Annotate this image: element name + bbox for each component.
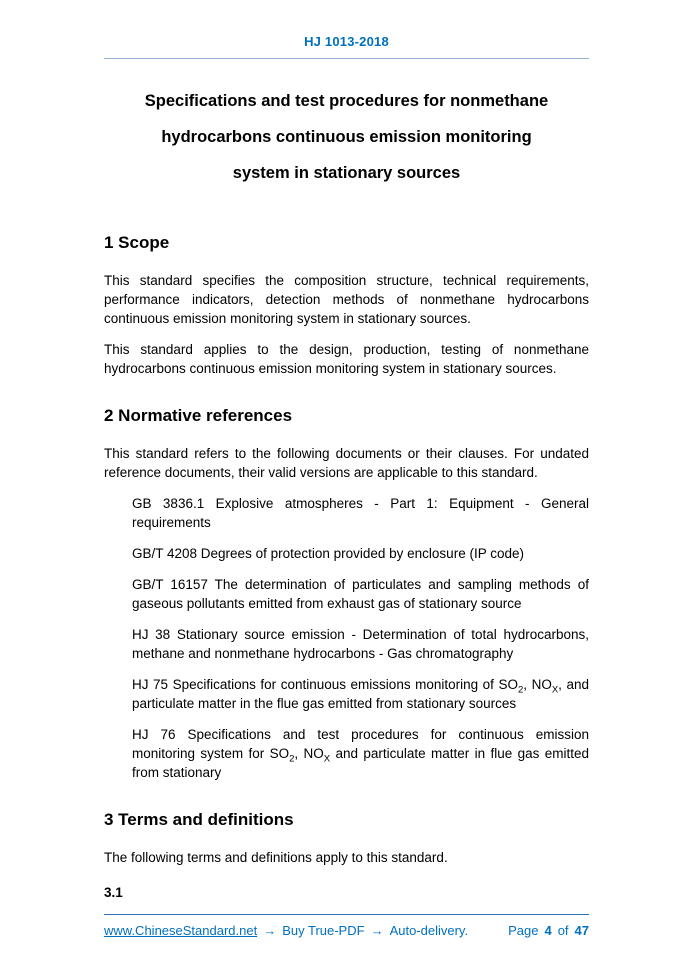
normative-intro-paragraph: This standard refers to the following documents or their clauses. For undated reference documents, their valid versions are applicable to this standard. bbox=[104, 446, 589, 480]
of-label: of bbox=[557, 923, 569, 938]
section-1-heading: 1 Scope bbox=[104, 233, 170, 252]
page-header bbox=[104, 34, 589, 59]
document-title bbox=[104, 83, 589, 191]
header-divider bbox=[104, 58, 589, 59]
reference-text-part: and particulate matter in flue gas emitted from stationary bbox=[132, 746, 589, 780]
auto-delivery-label: Auto-delivery. bbox=[389, 923, 469, 938]
page-number: 4 bbox=[544, 923, 552, 938]
terms-intro-paragraph: The following terms and definitions apply to this standard. bbox=[104, 850, 448, 865]
chinesestandard-link[interactable]: www.ChineseStandard.net bbox=[104, 923, 258, 938]
subscript: 2 bbox=[517, 684, 524, 696]
scope-paragraph-1: This standard specifies the composition structure, technical requirements, performance indicators, detection methods of nonmethane hydrocarbons continuous emission monitoring system in stationary sources. bbox=[104, 273, 589, 326]
buy-true-pdf-label: Buy True-PDF bbox=[282, 923, 365, 938]
subscript: 2 bbox=[289, 753, 295, 765]
page-label: Page bbox=[508, 923, 539, 938]
subscript: X bbox=[551, 684, 559, 696]
reference-item: GB/T 16157 The determination of particulates and sampling methods of gaseous pollutants emitted from exhaust gas of stationary source bbox=[132, 577, 589, 611]
title-line: hydrocarbons continuous emission monitoring bbox=[161, 128, 532, 146]
title-line: Specifications and test procedures for nonmethane bbox=[144, 92, 549, 110]
arrow-icon: → bbox=[263, 923, 277, 938]
reference-item bbox=[132, 725, 589, 782]
footer-divider bbox=[104, 914, 589, 915]
standard-code: HJ 1013-2018 bbox=[304, 34, 389, 49]
subscript: X bbox=[323, 753, 331, 765]
reference-item: GB/T 4208 Degrees of protection provided by enclosure (IP code) bbox=[132, 546, 524, 561]
reference-text-part: , NO bbox=[523, 677, 552, 692]
page-total: 47 bbox=[574, 923, 589, 938]
reference-text-part: , NO bbox=[294, 746, 324, 761]
arrow-icon: → bbox=[370, 923, 384, 938]
reference-text-part: , and particulate matter in the flue gas emitted from stationary sources bbox=[132, 677, 589, 711]
section-3-heading: 3 Terms and definitions bbox=[104, 810, 294, 829]
reference-item bbox=[132, 675, 589, 713]
reference-text-part: HJ 76 Specifications and test procedures for continuous emission monitoring system for SO bbox=[132, 727, 589, 761]
reference-text-part: HJ 75 Specifications for continuous emissions monitoring of SO bbox=[132, 677, 518, 692]
page-footer bbox=[104, 914, 589, 938]
reference-item: HJ 38 Stationary source emission - Determination of total hydrocarbons, methane and nonmethane hydrocarbons - Gas chromatography bbox=[132, 627, 589, 661]
footer-left-group bbox=[104, 923, 468, 938]
page-indicator bbox=[508, 923, 589, 938]
footer-row bbox=[104, 923, 589, 938]
subsection-number: 3.1 bbox=[104, 885, 123, 900]
scope-paragraph-2: This standard applies to the design, production, testing of nonmethane hydrocarbons continuous emission monitoring system in stationary sources. bbox=[104, 342, 589, 376]
section-2-heading: 2 Normative references bbox=[104, 406, 293, 425]
reference-item: GB 3836.1 Explosive atmospheres - Part 1: Equipment - General requirements bbox=[132, 496, 589, 530]
title-line: system in stationary sources bbox=[232, 164, 461, 182]
